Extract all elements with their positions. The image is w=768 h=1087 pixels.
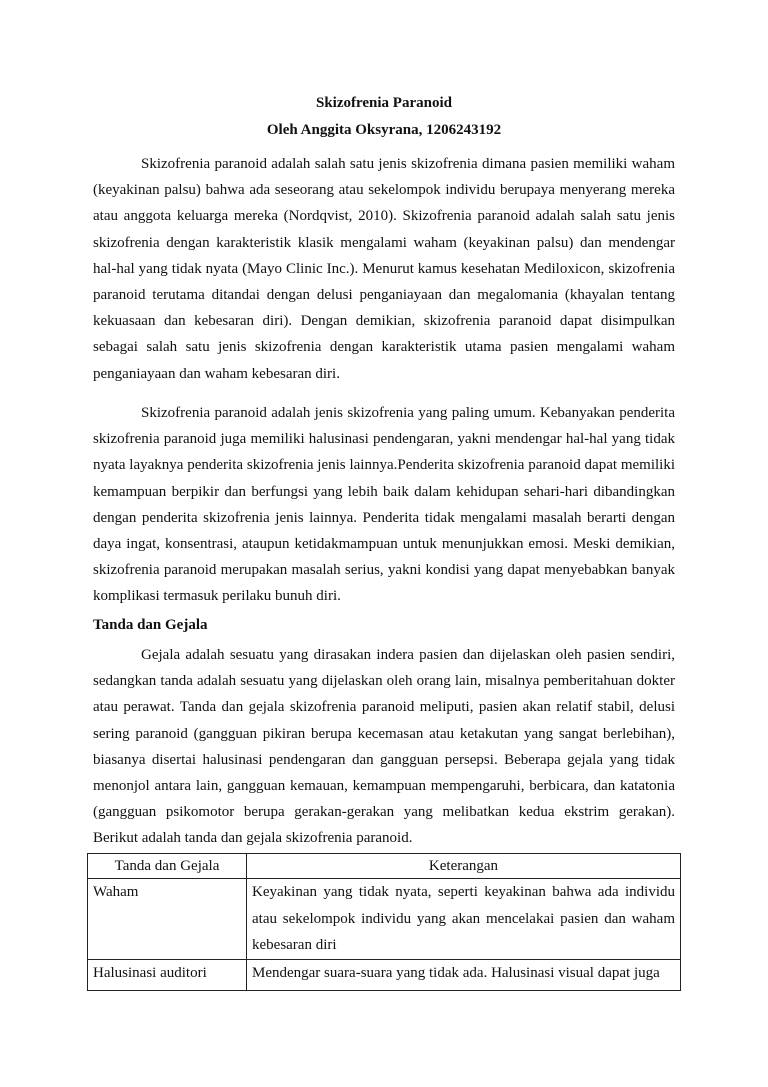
symptoms-table [87,853,681,991]
section-heading: Tanda dan Gejala [93,617,208,633]
table-cell-description: Mendengar suara-suara yang tidak ada. Halusinasi visual dapat juga [247,959,681,990]
section-paragraph: Gejala adalah sesuatu yang dirasakan indera pasien dan dijelaskan oleh pasien sendiri, sedangkan tanda adalah sesuatu yang dijelaskan oleh orang lain, misalnya pemberitahuan dokter atau perawat. Tanda dan gejala skizofrenia paranoid meliputi, pasien akan relatif stabil, delusi sering paranoid (gangguan pikiran berupa kecemasan atau ketakutan yang sangat berlebihan), biasanya disertai halusinasi pendengaran dan gangguan persepsi. Beberapa gejala yang tidak menonjol antara lain, gangguan kemauan, kemampuan mempengaruhi, berbicara, dan katatonia (gangguan psikomotor berupa gerakan-gerakan yang melibatkan kedua ekstrim gerakan). Berikut adalah tanda dan gejala skizofrenia paranoid. [93,647,675,847]
table-header-description: Keterangan [247,854,681,879]
table-header-signs: Tanda dan Gejala [88,854,247,879]
paragraph-1: Skizofrenia paranoid adalah salah satu jenis skizofrenia dimana pasien memiliki waham (keyakinan palsu) bahwa ada seseorang atau sekelompok individu berupaya menyerang mereka atau anggota keluarga mereka (Nordqvist, 2010). Skizofrenia paranoid adalah salah satu jenis skizofrenia dengan karakteristik klasik mengalami waham (keyakinan palsu) dan mendengar hal-hal yang tidak nyata (Mayo Clinic Inc.). Menurut kamus kesehatan Mediloxicon, skizofrenia paranoid terutama ditandai dengan delusi penganiayaan dan megalomania (khayalan tentang kekuasaan dan kebesaran diri). Dengan demikian, skizofrenia paranoid dapat disimpulkan sebagai salah satu jenis skizofrenia dengan karakteristik utama pasien mengalami waham penganiayaan dan waham kebesaran diri. [93,156,675,382]
author-line: Oleh Anggita Oksyrana, 1206243192 [266,122,502,138]
table-cell-description: Keyakinan yang tidak nyata, seperti keyakinan bahwa ada individu atau sekelompok individu yang akan mencelakai pasien dan waham kebesaran diri [247,879,681,960]
table-cell-sign: Waham [88,879,247,960]
paragraph-2: Skizofrenia paranoid adalah jenis skizofrenia yang paling umum. Kebanyakan penderita skizofrenia paranoid juga memiliki halusinasi pendengaran, yakni mendengar hal-hal yang tidak nyata layaknya penderita skizofrenia jenis lainnya.Penderita skizofrenia paranoid dapat memiliki kemampuan berpikir dan berfungsi yang lebih baik dalam kehidupan sehari-hari dibandingkan dengan penderita skizofrenia jenis lainnya. Penderita tidak mengalami masalah berarti dengan daya ingat, konsentrasi, ataupun ketidakmampuan untuk menunjukkan emosi. Meski demikian, skizofrenia paranoid merupakan masalah serius, yakni kondisi yang dapat menyebabkan banyak komplikasi termasuk perilaku bunuh diri. [93,405,675,605]
table-cell-sign: Halusinasi auditori [88,959,247,990]
document-title: Skizofrenia Paranoid [316,95,452,111]
table-header-row [88,854,681,879]
table-row [88,959,681,990]
table-row [88,879,681,960]
